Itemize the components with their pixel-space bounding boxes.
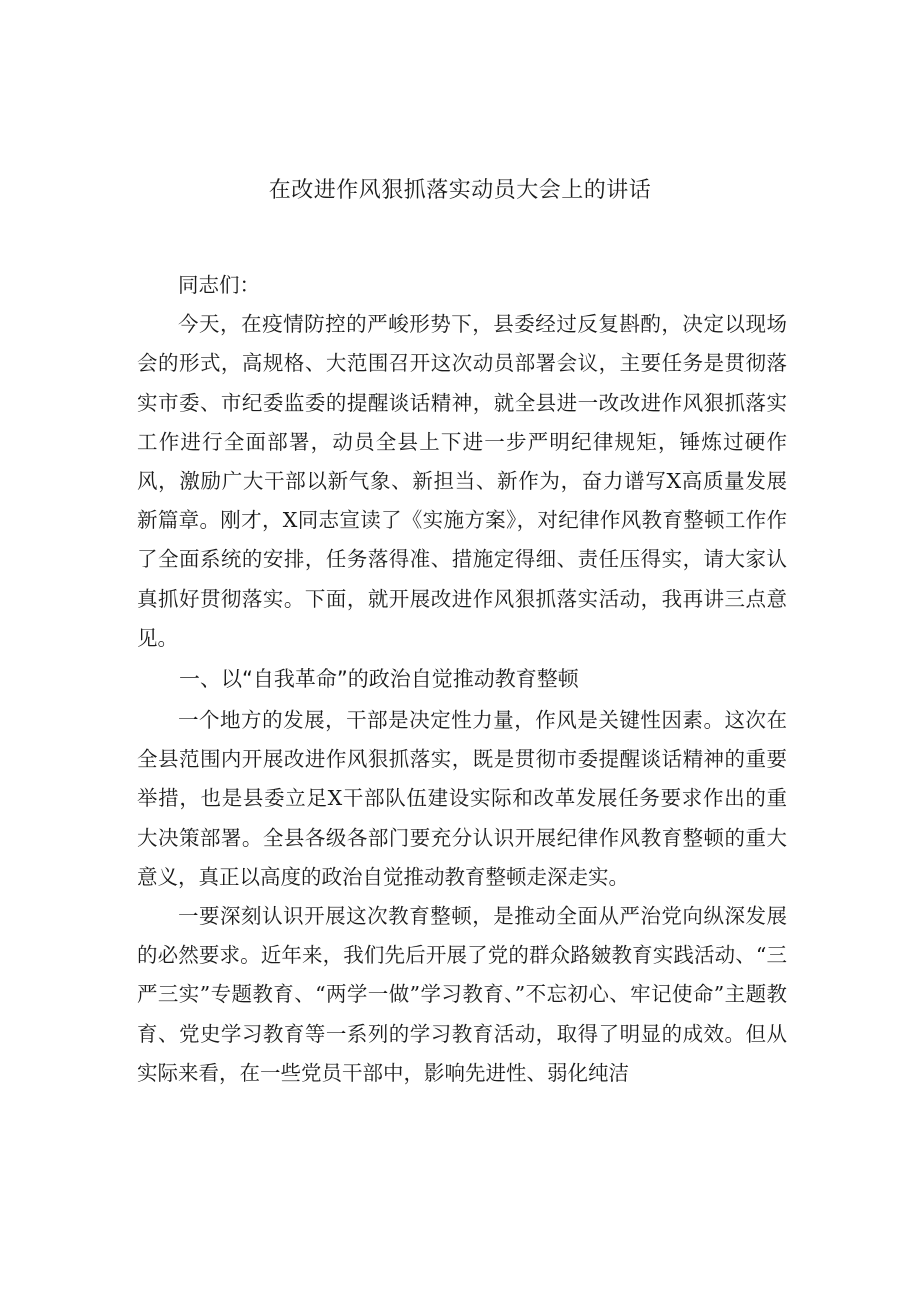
- intro-paragraph: 今天，在疫情防控的严峻形势下，县委经过反复斟酌，决定以现场会的形式，高规格、大范围召开这次动员部署会议，主要任务是贯彻落实市委、市纪委监委的提醒谈话精神，就全县进一改改进作风狠抓落实工作进行全面部署，动员全县上下进一步严明纪律规矩，锤炼过硬作风，激励广大干部以新气象、新担当、新作为，奋力谱写X高质量发展新篇章。刚才，X同志宣读了《实施方案》，对纪律作风教育整顿工作作了全面系统的安排，任务落得准、措施定得细、责任压得实，请大家认真抓好贯彻落实。下面，就开展改进作风狠抓落实活动，我再讲三点意见。: [137, 312, 787, 650]
- section-heading-1: 一、以“自我革命”的政治自觉推动教育整顿: [179, 667, 579, 692]
- section-1-paragraph-2: 一要深刻认识开展这次教育整顿，是推动全面从严治党向纵深发展的必然要求。近年来，我们先后开展了党的群众路皴教育实践活动、“三严三实”专题教育、“两学一做”学习教育、”不忘初心、牢记使命”主题教育、党史学习教育等一系列的学习教育活动，取得了明显的成效。但从实际来看，在一些党员干部中，影响先进性、弱化纯洁: [137, 904, 787, 1085]
- section-1-paragraph-1: 一个地方的发展，干部是决定性力量，作风是关键性因素。这次在全县范围内开展改进作风狠抓落实，既是贯彻市委提醒谈话精神的重要举措，也是县委立足X干部队伍建设实际和改革发展任务要求作出的重大决策部署。全县各级各部门要充分认识开展纪律作风教育整顿的重大意义，真正以高度的政治自觉推动教育整顿走深走实。: [137, 708, 787, 889]
- document-title: 在改进作风狠抓落实动员大会上的讲话: [268, 178, 652, 203]
- salutation: 同志们：: [178, 273, 260, 297]
- document-body: [137, 266, 787, 1093]
